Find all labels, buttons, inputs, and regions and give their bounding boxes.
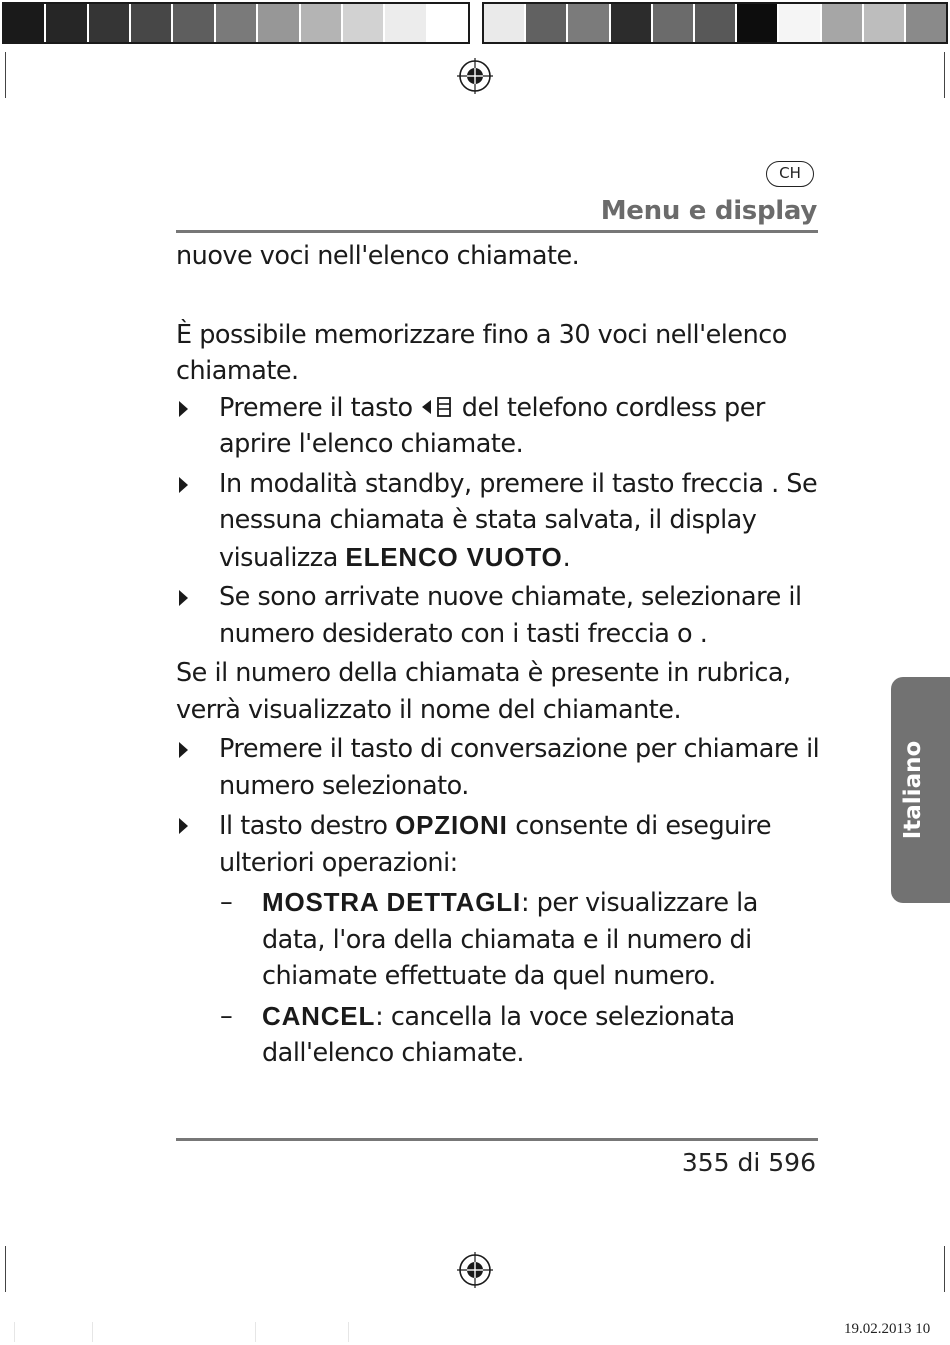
page-number: 355 di 596	[681, 1148, 816, 1177]
triangle-bullet-icon	[179, 401, 188, 417]
color-swatch	[653, 4, 695, 42]
color-swatch	[568, 4, 610, 42]
keyword-opzioni: OPZIONI	[395, 810, 508, 840]
crop-mark-bottom-left	[5, 1246, 6, 1292]
color-calibration-strip-left	[2, 2, 470, 44]
country-badge: CH	[766, 161, 814, 187]
crop-mark-bottom-right	[944, 1246, 945, 1292]
color-swatch	[906, 4, 946, 42]
crop-mark-top-right	[944, 52, 945, 98]
paragraph-phonebook: Se il numero della chiamata è presente in rubrica, verrà visualizzato il nome del chiamante.	[176, 658, 791, 725]
paragraph-continuation: nuove voci nell'elenco chiamate.	[176, 241, 580, 271]
instruction-standby: In modalità standby, premere il tasto freccia . Se nessuna chiamata è stata salvata, il display visualizza ELENCO VUOTO.	[176, 466, 821, 577]
color-swatch	[89, 4, 131, 42]
color-swatch	[131, 4, 173, 42]
color-swatch	[822, 4, 864, 42]
color-swatch	[484, 4, 526, 42]
print-date-stamp: 19.02.2013 10	[844, 1321, 931, 1337]
footer-divider	[176, 1138, 818, 1141]
instruction-open-list: Premere il tasto del telefono cordless per aprire l'elenco chiamate.	[176, 390, 821, 463]
color-calibration-strip-right	[482, 2, 948, 44]
color-swatch	[779, 4, 821, 42]
color-swatch	[343, 4, 385, 42]
instruction-call: Premere il tasto di conversazione per chiamare il numero selezionato.	[176, 731, 821, 804]
registration-bottom-icon	[457, 1252, 493, 1288]
color-swatch	[864, 4, 906, 42]
color-swatch	[4, 4, 46, 42]
language-tab-label: Italiano	[900, 740, 926, 840]
dash-bullet: –	[220, 1000, 233, 1031]
color-swatch	[216, 4, 258, 42]
header-divider	[176, 230, 818, 233]
triangle-bullet-icon	[179, 477, 188, 493]
option-cancel: – CANCEL: cancella la voce selezionata dall'elenco chiamate.	[176, 998, 821, 1072]
color-swatch	[737, 4, 779, 42]
color-swatch	[301, 4, 343, 42]
color-swatch	[428, 4, 468, 42]
instruction-select-number: Se sono arrivate nuove chiamate, selezionare il numero desiderato con i tasti freccia o .	[176, 579, 821, 652]
triangle-bullet-icon	[179, 742, 188, 758]
color-swatch	[611, 4, 653, 42]
color-swatch	[258, 4, 300, 42]
dash-bullet: –	[220, 887, 233, 917]
triangle-bullet-icon	[179, 590, 188, 606]
paragraph-capacity: È possibile memorizzare fino a 30 voci nell'elenco chiamate.	[176, 319, 787, 386]
section-title: Menu e display	[600, 196, 817, 226]
instruction-options: Il tasto destro OPZIONI consente di eseguire ulteriori operazioni:	[176, 807, 821, 881]
registration-top-icon	[457, 58, 493, 94]
keyword-mostra-dettagli: MOSTRA DETTAGLI	[262, 887, 521, 917]
triangle-bullet-icon	[179, 818, 188, 834]
crop-mark-top-left	[5, 52, 6, 98]
left-arrow-menu-key-icon	[420, 396, 454, 418]
keyword-elenco-vuoto: ELENCO VUOTO	[345, 541, 563, 572]
color-swatch	[173, 4, 215, 42]
option-show-details: – MOSTRA DETTAGLI: per visualizzare la data, l'ora della chiamata e il numero di chiamate effettuate da quel numero.	[176, 884, 821, 995]
color-swatch	[385, 4, 427, 42]
color-swatch	[46, 4, 88, 42]
color-swatch	[526, 4, 568, 42]
page-content	[176, 238, 821, 1075]
keyword-cancel: CANCEL	[262, 1000, 376, 1031]
color-swatch	[695, 4, 737, 42]
